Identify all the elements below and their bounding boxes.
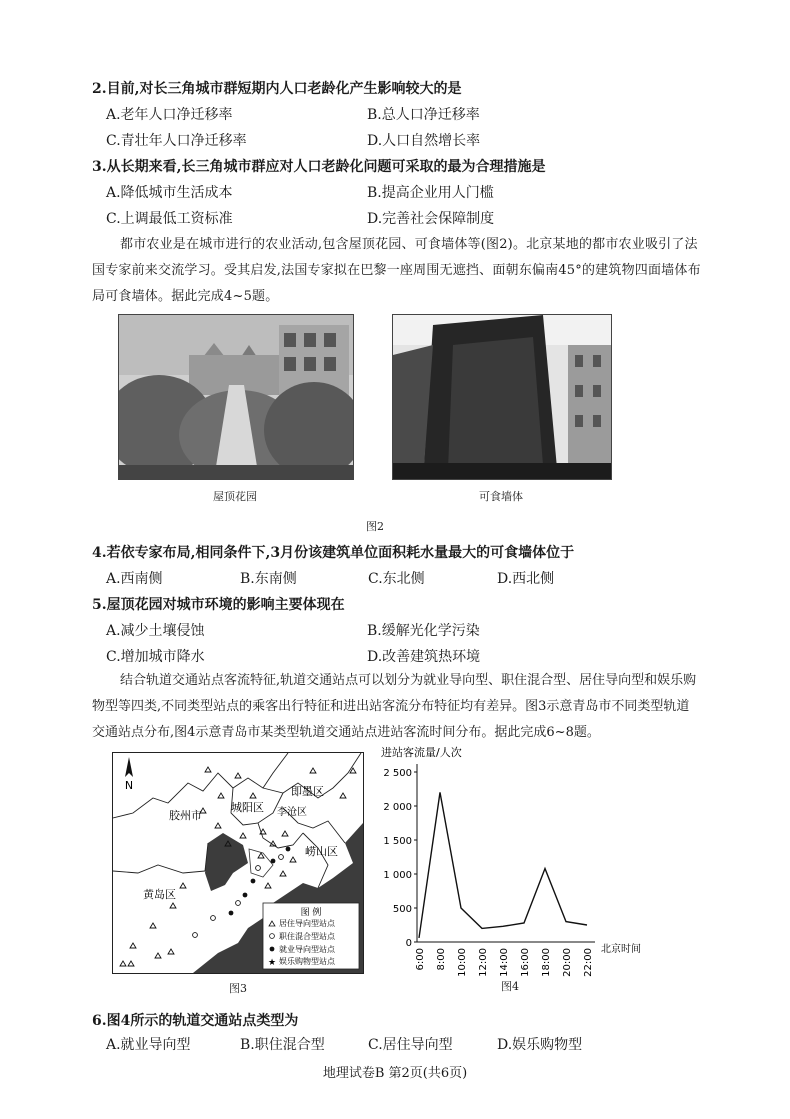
q3-option-d: D.完善社会保障制度 <box>367 211 495 227</box>
y-tick-label: 1 000 <box>383 870 412 881</box>
passage-urban-agriculture: 都市农业是在城市进行的农业活动,包含屋顶花园、可食墙体等(图2)。北京某地的都市农业吸引了法国专家前来交流学习。受其启发,法国专家拟在巴黎一座周围无遮挡、面朝东偏南45°的建筑物四面墙体布局可食墙体。据此完成4~5题。 <box>92 237 701 304</box>
question-2-stem: 2.目前,对长三角城市群短期内人口老龄化产生影响较大的是 <box>92 81 462 97</box>
legend-filled-circle-icon <box>270 947 275 952</box>
region-chengyang: 城阳区 <box>231 801 264 814</box>
q4-option-c: C.东北侧 <box>368 571 425 587</box>
chart-xlabel: 北京时间 <box>601 944 641 955</box>
legend-mixed: 职住混合型站点 <box>279 932 335 941</box>
q4-option-a: A.西南侧 <box>106 571 163 587</box>
legend-employment: 就业导向型站点 <box>279 945 335 954</box>
q2-option-d: D.人口自然增长率 <box>367 133 481 149</box>
y-tick-label: 1 500 <box>383 836 412 847</box>
question-4-stem: 4.若依专家布局,相同条件下,3月份该建筑单位面积耗水量最大的可食墙体位于 <box>92 545 575 561</box>
question-5-stem: 5.屋顶花园对城市环境的影响主要体现在 <box>92 597 345 613</box>
y-tick-label: 2 000 <box>383 802 412 813</box>
region-jimo: 即墨区 <box>291 785 324 798</box>
x-tick-label: 20:00 <box>562 948 573 977</box>
legend-entertainment: 娱乐购物型站点 <box>279 957 335 966</box>
q2-option-a: A.老年人口净迁移率 <box>106 107 233 123</box>
question-3-stem: 3.从长期来看,长三角城市群应对人口老龄化问题可采取的最为合理措施是 <box>92 159 546 175</box>
north-label: N <box>124 779 134 792</box>
q4-option-d: D.西北侧 <box>497 571 555 587</box>
legend-star-icon: ★ <box>267 958 277 968</box>
q4-option-b: B.东南侧 <box>240 571 297 587</box>
y-tick-label: 2 500 <box>383 768 412 779</box>
x-tick-label: 22:00 <box>583 948 594 977</box>
y-tick-label: 500 <box>392 904 412 915</box>
x-tick-labels <box>415 948 594 977</box>
x-tick-label: 6:00 <box>415 948 426 971</box>
region-licang: 李沧区 <box>277 807 307 818</box>
question-6-stem: 6.图4所示的轨道交通站点类型为 <box>92 1013 299 1029</box>
q2-option-c: C.青壮年人口净迁移率 <box>106 133 247 149</box>
legend-hollow-circle-icon <box>270 934 275 939</box>
x-tick-label: 12:00 <box>478 948 489 977</box>
q6-option-a: A.就业导向型 <box>106 1037 191 1053</box>
q5-option-b: B.缓解光化学污染 <box>367 623 480 639</box>
q2-option-b: B.总人口净迁移率 <box>367 107 480 123</box>
legend-residential: 居住导向型站点 <box>279 919 335 928</box>
q3-option-a: A.降低城市生活成本 <box>106 185 233 201</box>
q3-option-b: B.提高企业用人门槛 <box>367 185 494 201</box>
x-tick-label: 14:00 <box>499 948 510 977</box>
passenger-flow-line <box>419 792 587 938</box>
region-jiaozhou: 胶州市 <box>169 809 202 822</box>
q5-option-a: A.减少土壤侵蚀 <box>106 623 205 639</box>
figure-3-caption: 图3 <box>229 982 247 995</box>
legend-title: 图 例 <box>300 908 322 918</box>
x-tick-label: 8:00 <box>436 948 447 971</box>
page-footer: 地理试卷B 第2页(共6页) <box>322 1066 468 1081</box>
y-tick-labels <box>383 768 417 949</box>
figure-2-caption: 图2 <box>366 520 384 533</box>
region-laoshan: 崂山区 <box>305 845 338 858</box>
figure-4-caption: 图4 <box>501 980 519 993</box>
x-tick-label: 16:00 <box>520 948 531 977</box>
q5-option-d: D.改善建筑热环境 <box>367 649 481 665</box>
edible-wall-photo <box>392 314 612 480</box>
passage-rail-transit: 结合轨道交通站点客流特征,轨道交通站点可以划分为就业导向型、职住混合型、居住导向型和娱乐购物型等四类,不同类型站点的乘客出行特征和进出站客流分布特征均有差异。图3示意青岛市不同类型轨道交通站点分布,图4示意青岛市某类型轨道交通站点进站客流时间分布。据此完成6~8题。 <box>92 673 697 740</box>
rooftop-garden-photo <box>118 314 354 480</box>
edible-wall-caption: 可食墙体 <box>479 490 523 503</box>
q3-option-c: C.上调最低工资标准 <box>106 211 233 227</box>
rooftop-garden-caption: 屋顶花园 <box>213 490 257 503</box>
x-tick-label: 18:00 <box>541 948 552 977</box>
q5-option-c: C.增加城市降水 <box>106 649 205 665</box>
q6-option-c: C.居住导向型 <box>368 1037 453 1053</box>
region-huangdao: 黄岛区 <box>143 888 176 901</box>
q6-option-d: D.娱乐购物型 <box>497 1037 583 1053</box>
chart-ylabel: 进站客流量/人次 <box>381 746 462 759</box>
x-tick-label: 10:00 <box>457 948 468 977</box>
q6-option-b: B.职住混合型 <box>240 1037 325 1053</box>
y-tick-label: 0 <box>405 938 412 949</box>
passenger-flow-chart <box>375 742 645 1002</box>
qingdao-station-map <box>112 752 364 974</box>
